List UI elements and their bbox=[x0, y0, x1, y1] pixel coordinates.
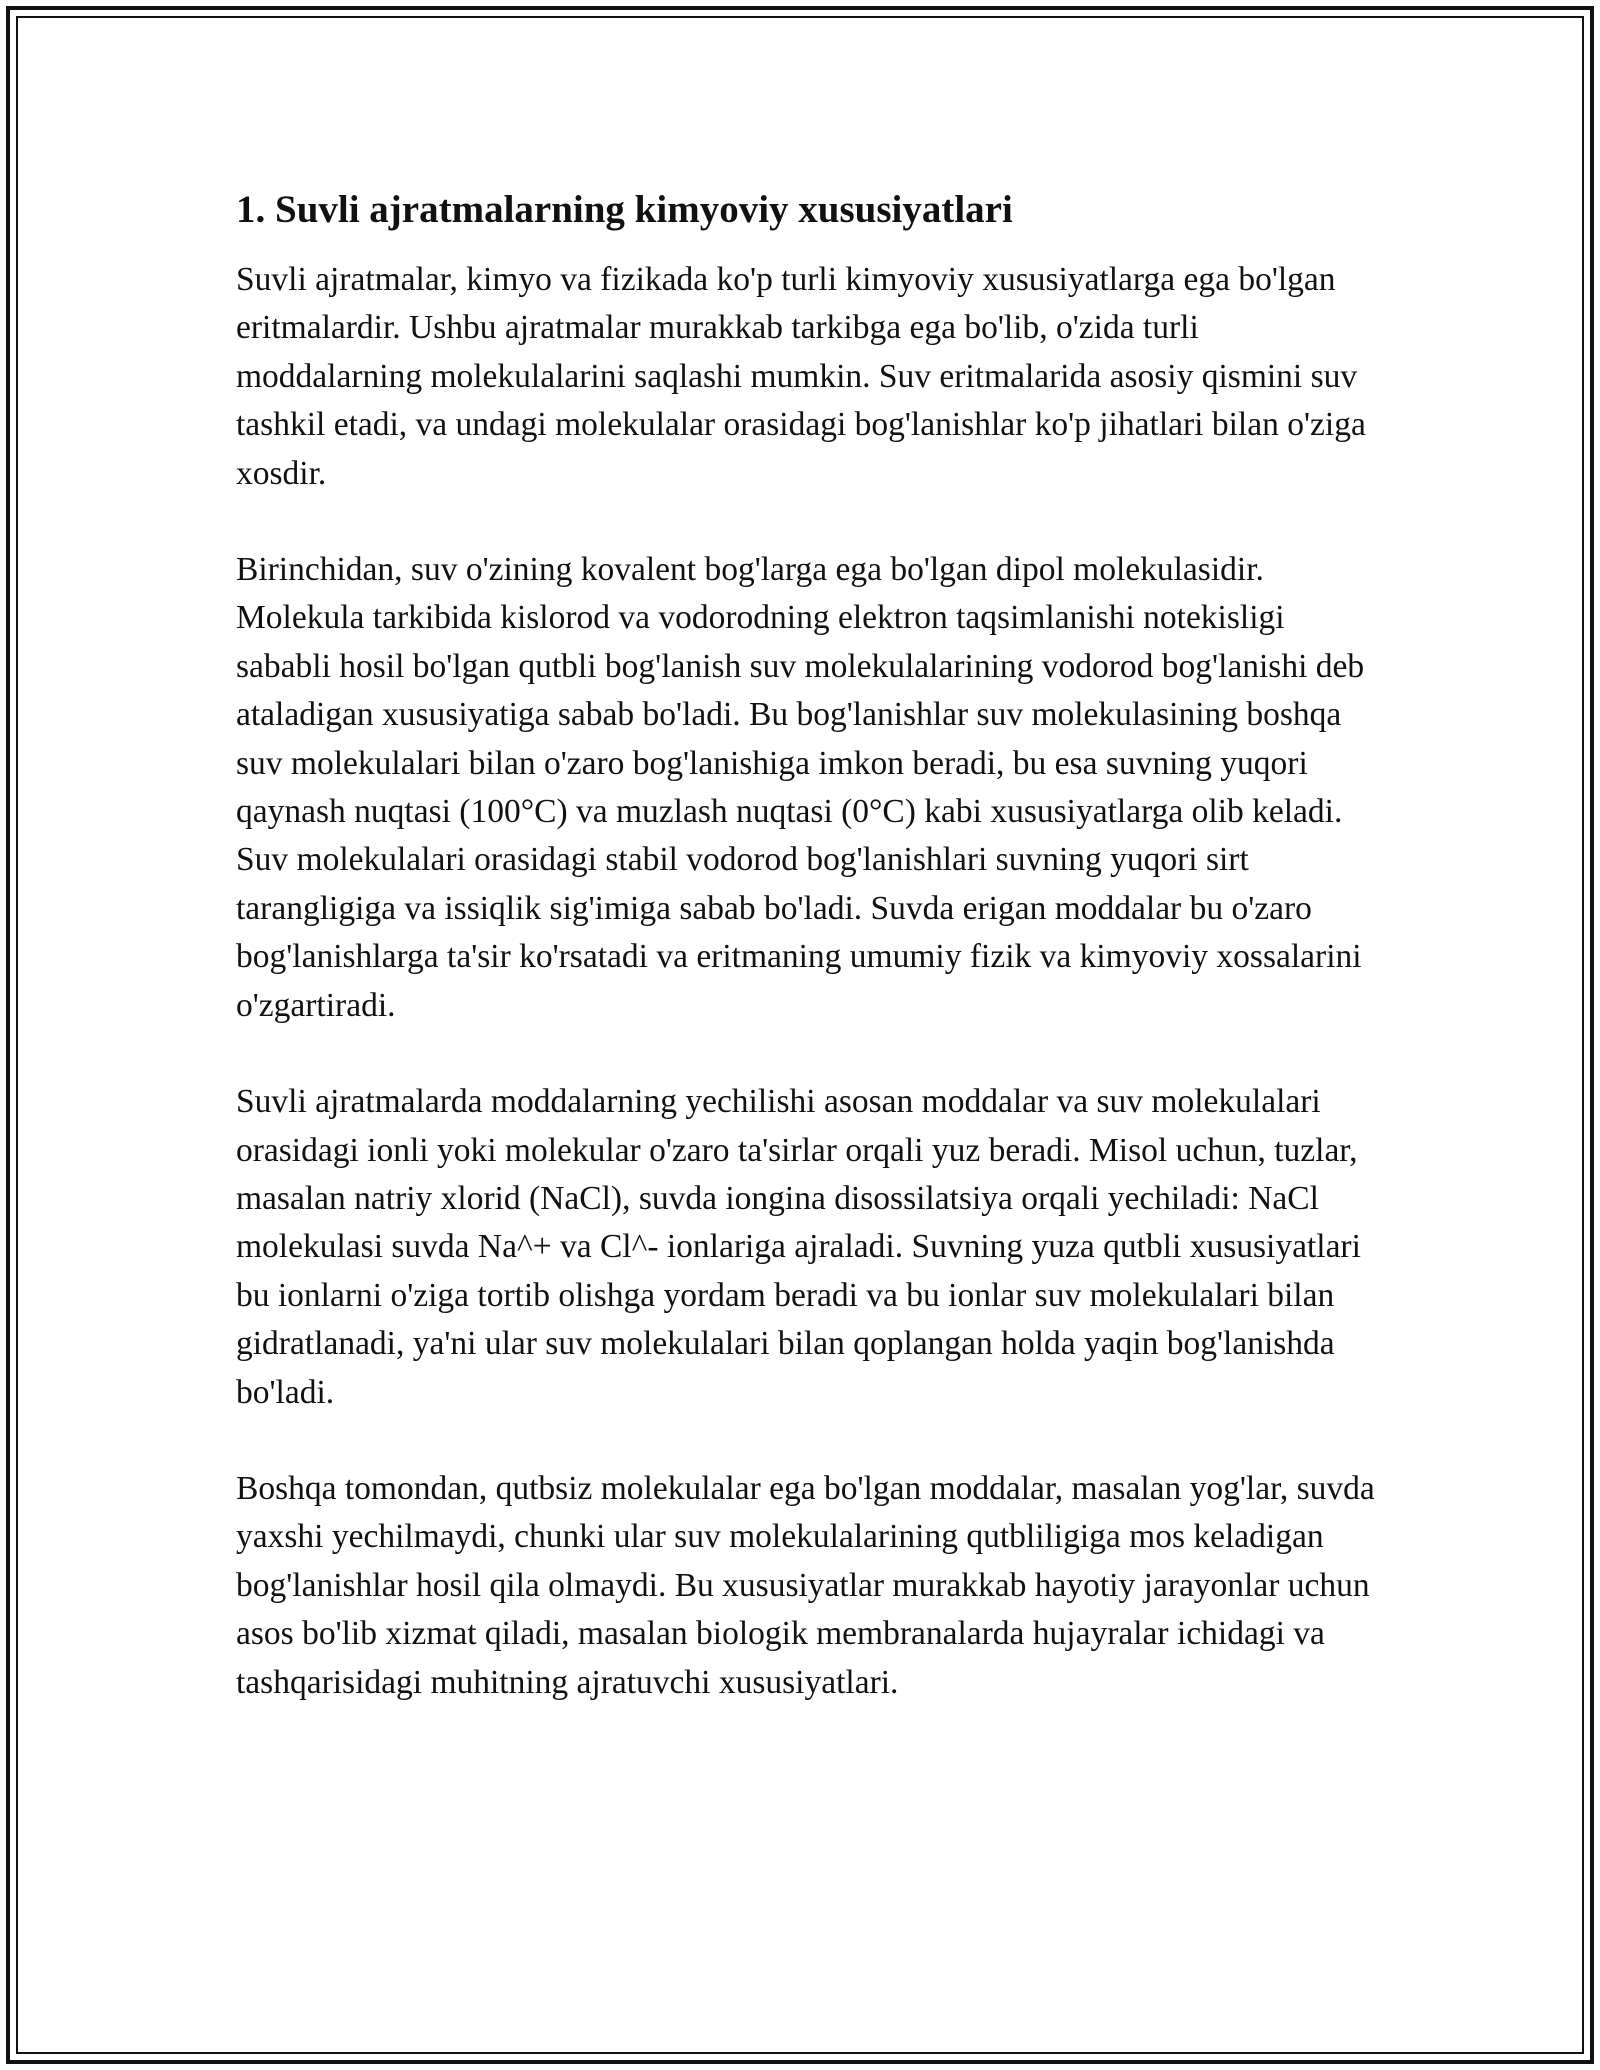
document-body bbox=[236, 186, 1376, 1755]
paragraph-dissolution: Suvli ajratmalarda moddalarning yechilishi asosan moddalar va suv molekulalari orasidagi ionli yoki molekular o'zaro ta'sirlar orqali yuz beradi. Misol uchun, tuzlar, masalan natriy xlorid (NaCl), suvda iongina disossilatsiya orqali yechiladi: NaCl molekulasi suvda Na^+ va Cl^- ionlariga ajraladi. Suvning yuza qutbli xususiyatlari bu ionlarni o'ziga tortib olishga yordam beradi va bu ionlar suv molekulalari bilan gidratlanadi, ya'ni ular suv molekulalari bilan qoplangan holda yaqin bog'lanishda bo'ladi. bbox=[236, 1083, 1361, 1411]
paragraph-dipole: Birinchidan, suv o'zining kovalent bog'larga ega bo'lgan dipol molekulasidir. Molekula tarkibida kislorod va vodorodning elektron taqsimlanishi notekisligi sababli hosil bo'lgan qutbli bog'lanish suv molekulalarining vodorod bog'lanishi deb ataladigan xususiyatiga sabab bo'ladi. Bu bog'lanishlar suv molekulasining boshqa suv molekulalari bilan o'zaro bog'lanishiga imkon beradi, bu esa suvning yuqori qaynash nuqtasi (100°C) va muzlash nuqtasi (0°C) kabi xususiyatlarga olib keladi. Suv molekulalari orasidagi stabil vodorod bog'lanishlari suvning yuqori sirt tarangligiga va issiqlik sig'imiga sabab bo'ladi. Suvda erigan moddalar bu o'zaro bog'lanishlarga ta'sir ko'rsatadi va eritmaning umumiy fizik va kimyoviy xossalarini o'zgartiradi. bbox=[236, 551, 1365, 1024]
paragraph-nonpolar: Boshqa tomondan, qutbsiz molekulalar ega bo'lgan moddalar, masalan yog'lar, suvda yaxshi yechilmaydi, chunki ular suv molekulalarining qutbliligiga mos keladigan bog'lanishlar hosil qila olmaydi. Bu xususiyatlar murakkab hayotiy jarayonlar uchun asos bo'lib xizmat qiladi, masalan biologik membranalarda hujayralar ichidagi va tashqarisidagi muhitning ajratuvchi xususiyatlari. bbox=[236, 1469, 1375, 1701]
paragraph-intro: Suvli ajratmalar, kimyo va fizikada ko'p turli kimyoviy xususiyatlarga ega bo'lgan eritmalardir. Ushbu ajratmalar murakkab tarkibga ega bo'lib, o'zida turli moddalarning molekulalarini saqlashi mumkin. Suv eritmalarida asosiy qismini suv tashkil etadi, va undagi molekulalar orasidagi bog'lanishlar ko'p jihatlari bilan o'ziga xosdir. bbox=[236, 261, 1366, 492]
section-heading: 1. Suvli ajratmalarning kimyoviy xususiyatlari bbox=[236, 188, 1013, 231]
